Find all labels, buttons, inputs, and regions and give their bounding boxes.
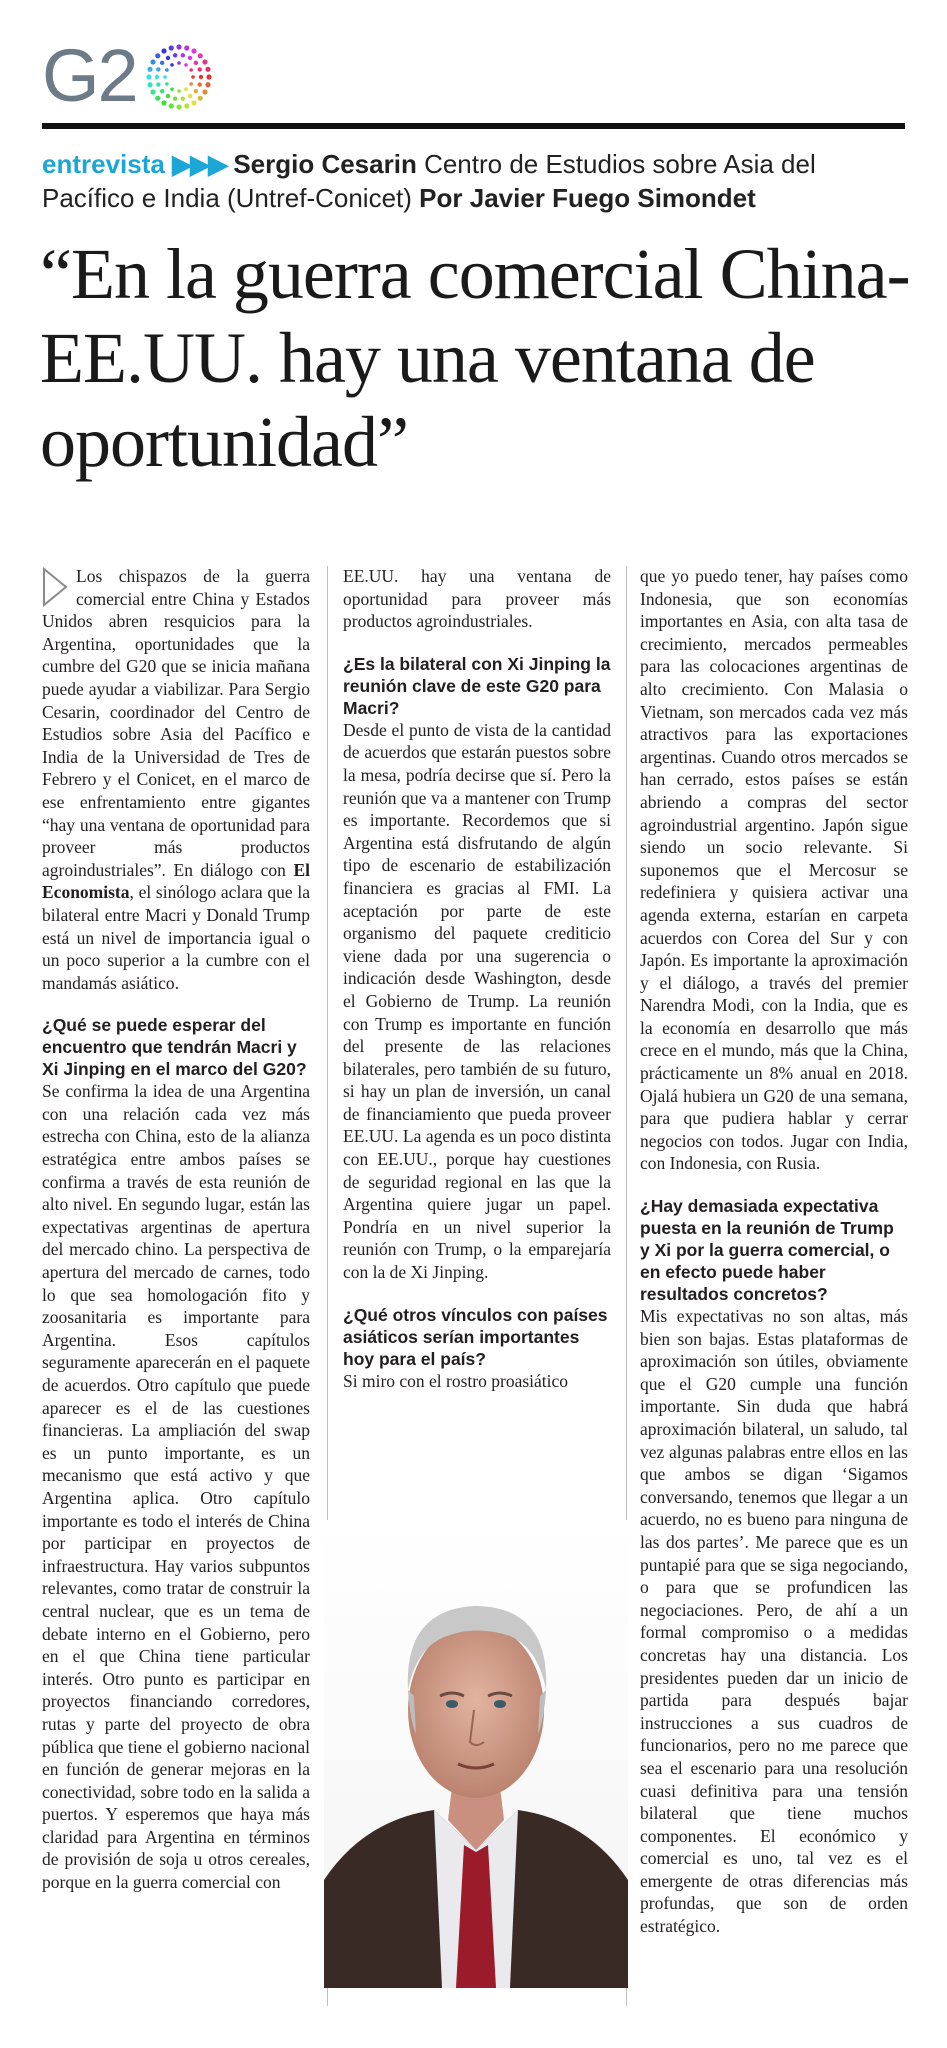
question-4: ¿Hay demasiada expectativa puesta en la reunión de Trump y Xi por la guerra comercial, o en efecto puede haber resultados concretos? [640,1196,894,1305]
g20-logo [42,36,222,116]
column-1 [42,565,310,1894]
column-3 [640,565,908,1938]
answer-3-continued: que yo puedo tener, hay países como Indonesia, que son economías importantes en Asia, con alta tasa de crecimiento, mercados permeables para las colocaciones argentinas de alto crecimiento. Con Malasia o Vietnam, son mercados cada vez más atractivos para las exportaciones argentinas. Cuando otros mercados se han cerrado, estos países se están abriendo a compras del sector agroindustrial argentino. Japón sigue siendo un socio relevante. Si suponemos que el Mercosur se redefiniera y quisiera activar una agenda externa, estarían en carpeta acuerdos con Corea del Sur y con Japón. Es importante la aproximación y el diálogo, a través del premier Narendra Modi, con la India, que es la economía en desarrollo que más crece en el mundo, más que la China, prácticamente un 8% anual en 2018. Ojalá hubiera un G20 de una semana, para que pudiera hablar y cerrar negocios con todos. Jugar con India, con Indonesia, con Rusia. [640,566,908,1174]
answer-2: Desde el punto de vista de la cantidad de acuerdos que estarán puestos sobre la mesa, podría decirse que sí. Pero la reunión que va a mantener con Trump es importante. Recordemos que si Argentina está disfrutando de algún tipo de escenario de estabilización financiera es gracias al FMI. La aceptación por parte de este organismo del paquete crediticio viene dada por una sugerencia o indicación desde Washington, desde el Gobierno de Trump. La reunión con Trump es importante en función del presente de las relaciones bilaterales, pero también de su futuro, si hay un plan de inversión, un canal de financiamiento que pueda proveer EE.UU. La agenda es un poco distinta con EE.UU., porque hay cuestiones de seguridad regional en las que la Argentina quiere jugar un papel. Pondría en un nivel superior la reunión con Trump, o la emparejaría con la de Xi Jinping. [343,719,611,1283]
g20-dots-logo-icon [144,42,214,112]
portrait-photo-icon [324,1520,628,1988]
question-3: ¿Qué otros vínculos con países asiáticos serían importantes hoy para el país? [343,1304,608,1369]
answer-1-continued: EE.UU. hay una ventana de oportunidad para proveer más productos agroindustriales. [343,566,611,632]
logo-text: G2 [42,34,137,117]
byline [42,147,912,215]
section-kicker: entrevista [42,149,165,179]
publication-name: El Economista [42,859,310,903]
interviewee-name: Sergio Cesarin [233,149,417,179]
author-credit: Por Javier Fuego Simondet [419,183,756,213]
answer-3-start: Si miro con el rostro proasiático [343,1370,569,1391]
header-rule [42,123,905,129]
answer-1: Se confirma la idea de una Argentina con una relación cada vez más estrecha con China, esto de la alianza estratégica entre ambos países se confirma a través de esta reunión de alto nivel. En segundo lugar, están las expectativas argentinas de apertura del mercado chino. La perspectiva de apertura del mercado de carnes, todo lo que sea homologación fito y zoosanitaria es importante para Argentina. Esos capítulos seguramente aparecerán en el paquete de acuerdos. Otro capítulo que puede aparecer es el de las cuestiones financieras. La ampliación del swap es un punto importante, es un mecanismo que está activo y que Argentina aplica. Otro capítulo importante es todo el interés de China por participar en proyectos de infraestructura. Hay varios subpuntos relevantes, como tratar de construir la central nuclear, que es un tema de debate interno en el Gobierno, pero en el que China tiene particular interés. Otro punto es participar en proyectos financiando corredores, rutas y parte del proyecto de obra pública que tiene el gobierno nacional en función de generar mejoras en la conectividad, sobre todo en la salida a puertos. Y esperemos que haya más claridad para Argentina en términos de provisión de soja u otros cereales, porque en la guerra comercial con [42,1081,310,1893]
intro-text-b: , el sinólogo aclara que la bilateral entre Macri y Donald Trump está un nivel de importancia igual o un poco superior a la cumbre con el mandamás asiático. [42,882,310,993]
headline: “En la guerra comercial China-EE.UU. hay una ventana de oportunidad” [40,234,910,482]
column-2 [343,565,611,1392]
question-1: ¿Qué se puede esperar del encuentro que tendrán Macri y Xi Jinping en el marco del G20? [42,1015,307,1080]
answer-4: Mis expectativas no son altas, más bien son bajas. Estas plataformas de aproximación son útiles, obviamente que el G20 cumple una función importante. Sin duda que habrá aproximación bilateral, un saludo, tal vez algunas palabras entre ellos en las que ambos se digan ‘Sigamos conversando, tenemos que llegar a un acuerdo, no es bueno para ninguna de las dos partes’. Me parece que es un puntapié para que se siga negociando, o para que se profundicen las negociaciones. Pero, de ahí a un formal compromiso o a medidas concretas hay una distancia. Los presidentes pueden dar un inicio de partida para después bajar instrucciones a sus cuadros de funcionarios, pero no me parece que sea el escenario para una resolución cuasi definitiva para una tensión bilateral que tiene muchos componentes. El económico y comercial es uno, tal vez es el emergente de otras diferencias más profundas, que son de orden estratégico. [640,1306,908,1937]
interviewee-affiliation: Centro de Estudios sobre Asia del Pacífico e India (Untref-Conicet) [42,149,816,213]
intro-text-a: Los chispazos de la guerra comercial entre China y Estados Unidos abren resquicios para la Argentina, oportunidades que la cumbre del G20 que se inicia mañana puede ayudar a viabilizar. Para Sergio Cesarin, coordinador del Centro de Estudios sobre Asia del Pacífico e India de la Universidad de Tres de Febrero y el Conicet, en el marco de ese enfrentamiento entre gigantes “hay una ventana de oportunidad para proveer más productos agroindustriales”. En diálogo con [42,566,310,880]
kicker-arrows-icon: ▶▶▶ [172,149,227,179]
dropcap-marker-icon [42,567,68,607]
intro-paragraph [42,565,310,994]
question-2: ¿Es la bilateral con Xi Jinping la reunión clave de este G20 para Macri? [343,653,611,718]
